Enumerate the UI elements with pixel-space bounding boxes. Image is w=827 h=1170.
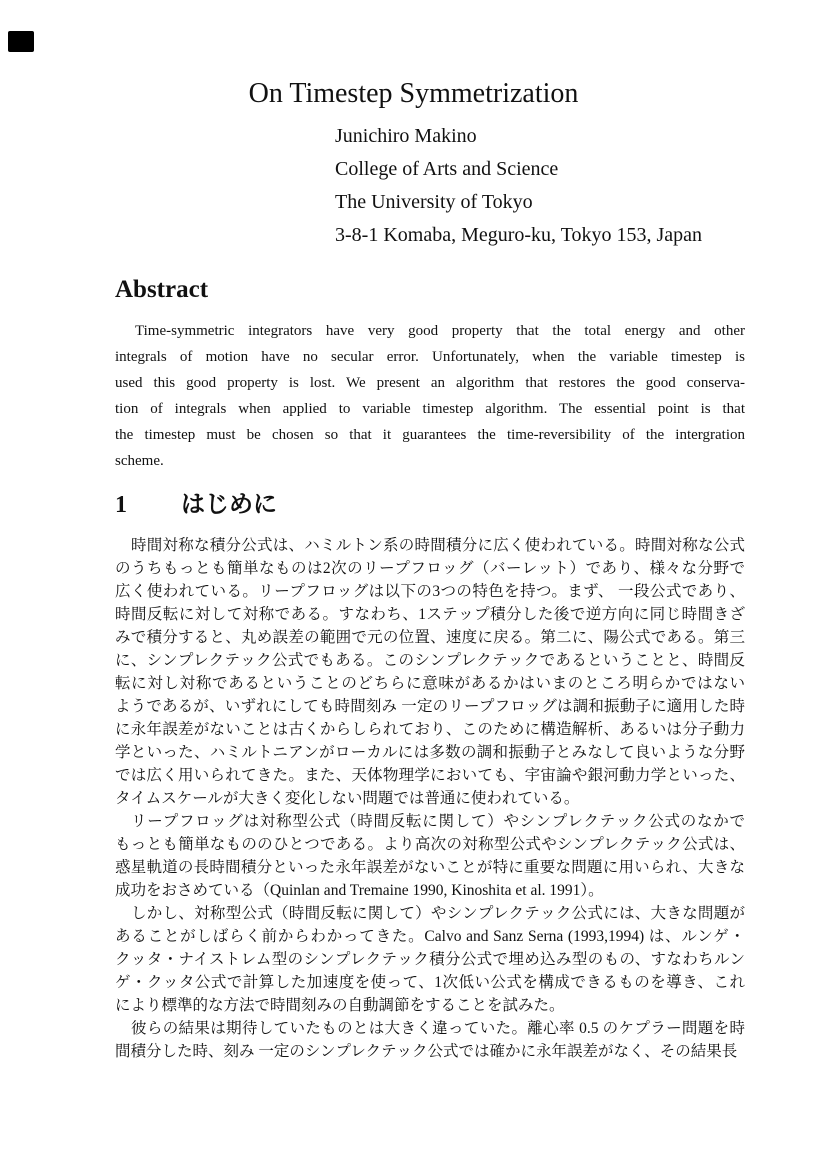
text-line: 成功をおさめている（Quinlan and Tremaine 1990, Kinoshita et al. 1991）。 (115, 882, 604, 899)
text-line: あることがしばらく前からわかってきた。Calvo and Sanz Serna (1993,1994) は、ルンゲ・ (115, 928, 745, 945)
paragraph (115, 902, 745, 1017)
paragraph (115, 534, 745, 810)
text-line: タイムスケールが大きく変化しない問題では普通に使われている。 (115, 790, 580, 807)
text-line: the timestep must be chosen so that it guarantees the time-reversibility of the intergration (115, 427, 745, 443)
text-line: 時間対称な積分公式は、ハミルトン系の時間積分に広く使われている。時間対称な公式 (131, 537, 745, 554)
text-line: 3-8-1 Komaba, Meguro-ku, Tokyo 153, Japan (335, 224, 703, 246)
text-line: により標準的な方法で時間刻みの自動調節をすることを試みた。 (115, 997, 565, 1014)
text-line: もっとも簡単なもののひとつである。より高次の対称型公式やシンプレクテック公式は、 (115, 836, 745, 853)
text-line: College of Arts and Science (335, 158, 559, 180)
text-line: 彼らの結果は期待していたものとは大きく違っていた。離心率 0.5 のケプラー問題を時 (131, 1020, 745, 1037)
scan-artifact-mark (8, 31, 34, 52)
author-block (335, 120, 702, 252)
section-title: はじめに (181, 492, 277, 518)
section-number: 1 (115, 492, 127, 518)
introduction-text (115, 534, 745, 1063)
text-line: ゲ・クッタ公式で計算した加速度を使って、1次低い公式を構成できるものを導き、これ (115, 974, 745, 991)
text-line: では広く用いられてきた。また、天体物理学においても、宇宙論や銀河動力学といった、 (115, 767, 745, 784)
abstract-body (115, 318, 745, 474)
text-line: しかし、対称型公式（時間反転に関して）やシンプレクテック公式には、大きな問題が (131, 905, 745, 922)
text-line: integrals of motion have no secular error. Unfortunately, when the variable timestep is (115, 349, 745, 365)
text-line: 学といった、ハミルトニアンがローカルには多数の調和振動子とみなして良いような分野 (115, 744, 745, 761)
text-line: 時間反転に対して対称である。すなわち、1ステップ積分した後で逆方向に同じ時間きざ (115, 606, 745, 623)
text-line: ようであるが、いずれにしても時間刻み 一定のリープフロッグは調和振動子に適用した時 (115, 698, 745, 715)
text-line: used this good property is lost. We present an algorithm that restores the good conserva- (115, 375, 745, 391)
text-line: に、シンプレクテック公式でもある。このシンプレクテックであるということと、時間反 (115, 652, 745, 669)
section-heading (115, 484, 277, 519)
text-line: 惑星軌道の長時間積分といった永年誤差がないことが特に重要な問題に用いられ、大きな (115, 859, 745, 876)
text-line: クッタ・ナイストレム型のシンプレクテック積分公式で埋め込み型のもの、すなわちルン (115, 951, 745, 968)
text-line: リープフロッグは対称型公式（時間反転に関して）やシンプレクテック公式のなかで (131, 813, 745, 830)
text-line: Time-symmetric integrators have very good property that the total energy and other (135, 323, 745, 339)
text-line: scheme. (115, 453, 164, 469)
text-line: The University of Tokyo (335, 191, 533, 213)
text-line: tion of integrals when applied to variable timestep algorithm. The essential point is that (115, 401, 745, 417)
text-line: 広く使われている。リープフロッグは以下の3つの特色を持つ。まず、 一段公式であり、 (115, 583, 745, 600)
paper-title: On Timestep Symmetrization (248, 78, 579, 109)
text-line: みで積分すると、丸め誤差の範囲で元の位置、速度に戻る。第二に、陽公式である。第三 (115, 629, 745, 646)
paragraph (115, 810, 745, 902)
text-line: 転に対し対称であるということのどちらに意味があるかはいまのところ明らかではない (115, 675, 745, 692)
text-line: に永年誤差がないことは古くからしられており、このために構造解析、あるいは分子動力 (115, 721, 745, 738)
text-line: 間積分した時、刻み 一定のシンプレクテック公式では確かに永年誤差がなく、その結果長 (115, 1043, 738, 1060)
text-line: Junichiro Makino (335, 125, 477, 147)
paragraph (115, 1017, 745, 1063)
text-line: のうちもっとも簡単なものは2次のリープフロッグ（バーレット）であり、様々な分野で (115, 560, 745, 577)
abstract-heading: Abstract (115, 276, 209, 303)
